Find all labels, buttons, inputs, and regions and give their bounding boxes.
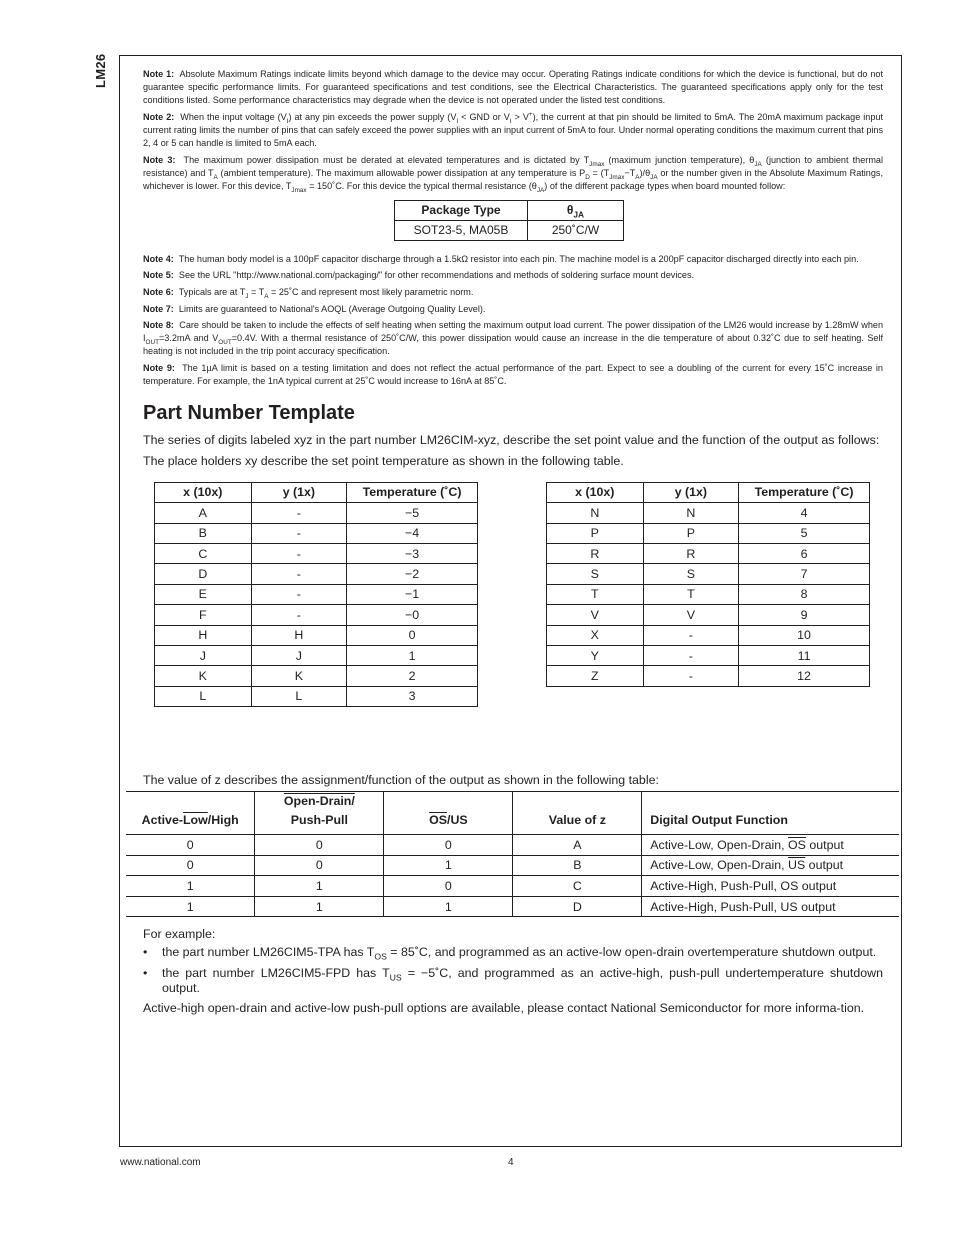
table-cell: L — [155, 686, 252, 706]
table-cell: V — [643, 605, 739, 625]
table-row — [547, 523, 870, 543]
table-cell: 12 — [739, 666, 870, 686]
table-cell: 1 — [347, 645, 478, 665]
table-cell: K — [155, 666, 252, 686]
setpoint-right-header: y (1x) — [643, 482, 739, 502]
table-cell: −1 — [347, 584, 478, 604]
table-row — [547, 564, 870, 584]
table-cell: P — [547, 523, 644, 543]
table-cell: R — [643, 543, 739, 563]
table-cell: B — [155, 523, 252, 543]
table-cell: - — [643, 666, 739, 686]
intro-paragraph-1: The series of digits labeled xyz in the part number LM26CIM-xyz, describe the set point value and the function of the output as follows: — [143, 433, 880, 448]
closing-paragraph: Active-high open-drain and active-low push-pull options are available, please contact National Semiconductor for more informa-tion. — [143, 1001, 865, 1016]
table-cell: 8 — [739, 584, 870, 604]
table-cell: K — [251, 666, 347, 686]
table-cell: −5 — [347, 503, 478, 523]
note-8: Note 8: Care should be taken to include the effects of self heating when setting the maximum output load current. The power dissipation of the LM26 would increase by 1.28mW when $I_{OUT}=3.2mA$ and $V_{OUT}=0.4V$. With a thermal resistance of 250˚C/W, this power dissipation would cause an increase in the die temperature of about 0.32˚C due to self heating. Self heating is not included in the trip point accuracy specification. — [143, 320, 883, 357]
table-cell: J — [251, 645, 347, 665]
table-cell: N — [547, 503, 644, 523]
table-row — [126, 855, 899, 876]
table-row — [155, 543, 478, 563]
table-row — [155, 686, 478, 706]
table-cell: - — [251, 503, 347, 523]
table-cell: 11 — [739, 645, 870, 665]
table-cell: S — [547, 564, 644, 584]
table-cell: Z — [547, 666, 644, 686]
table-row — [547, 625, 870, 645]
z-table-header: Open-Drain/ Push-Pull — [255, 792, 384, 835]
example-bullets — [143, 945, 883, 996]
table-cell: D — [155, 564, 252, 584]
table-cell: - — [643, 625, 739, 645]
note-6: Note 6: Typicals are at $T_J = T_A$ = 25˚C and represent most likely parametric norm. — [143, 287, 474, 300]
setpoint-left-header: x (10x) — [155, 482, 252, 502]
table-row — [155, 584, 478, 604]
table-cell: T — [547, 584, 644, 604]
table-cell: D — [513, 896, 642, 917]
table-cell: 3 — [347, 686, 478, 706]
example-label: For example: — [143, 927, 216, 941]
table-cell: 0 — [384, 876, 513, 897]
table-cell: X — [547, 625, 644, 645]
table-cell: - — [251, 584, 347, 604]
table-row — [155, 503, 478, 523]
section-title: Part Number Template — [143, 402, 355, 425]
table-row — [155, 625, 478, 645]
table-row — [155, 666, 478, 686]
table-cell: 1 — [126, 876, 255, 897]
table-row — [547, 666, 870, 686]
table-row — [126, 835, 899, 856]
table-row — [155, 564, 478, 584]
example-bullet-2 — [143, 966, 883, 997]
footer-page-number: 4 — [508, 1157, 514, 1168]
note-5: Note 5: See the URL "http://www.national.com/packaging/" for other recommendations and methods of soldering surface mount devices. — [143, 270, 695, 281]
side-part-label: LM26 — [93, 54, 108, 89]
table-row — [155, 645, 478, 665]
table-cell: F — [155, 605, 252, 625]
table-cell: - — [251, 543, 347, 563]
table-cell: 9 — [739, 605, 870, 625]
setpoint-table-left — [154, 482, 478, 707]
output-function-table — [126, 791, 899, 917]
table-cell: 1 — [384, 896, 513, 917]
table-cell: S — [643, 564, 739, 584]
table-row — [126, 896, 899, 917]
table-cell: C — [513, 876, 642, 897]
table-cell: 10 — [739, 625, 870, 645]
table-cell: Active-High, Push-Pull, US output — [642, 896, 899, 917]
z-table-header: Active-$\overline{Low}$/High — [126, 792, 255, 835]
pkg-header-theta: $\theta_{JA}$ — [528, 200, 624, 220]
table-row — [547, 503, 870, 523]
setpoint-tables — [143, 482, 883, 710]
main-content — [143, 68, 883, 710]
setpoint-left-header: Temperature (˚C) — [347, 482, 478, 502]
table-cell: Active-Low, Open-Drain, $\overline{OS}$ output — [642, 835, 899, 856]
note-7: Note 7: Limits are guaranteed to National's AOQL (Average Outgoing Quality Level). — [143, 303, 486, 314]
table-cell: - — [251, 564, 347, 584]
table-cell: - — [251, 605, 347, 625]
z-table-header: Value of z — [513, 792, 642, 835]
table-cell: 1 — [384, 855, 513, 876]
z-table-header: $\overline{OS}/US$ — [384, 792, 513, 835]
table-cell: 1 — [126, 896, 255, 917]
bullet-text: the part number LM26CIM5-TPA has $T_{OS}$ = 85˚C, and programmed as an active-low open-drain overtemperature shutdown output. — [162, 945, 877, 962]
table-cell: A — [155, 503, 252, 523]
notes-list-bottom — [143, 253, 883, 388]
setpoint-right-header: Temperature (˚C) — [739, 482, 870, 502]
table-cell: N — [643, 503, 739, 523]
table-row — [547, 543, 870, 563]
table-cell: P — [643, 523, 739, 543]
pkg-header-type: Package Type — [395, 200, 528, 220]
table-cell: 0 — [126, 855, 255, 876]
table-cell: −3 — [347, 543, 478, 563]
table-cell: 5 — [739, 523, 870, 543]
table-cell: L — [251, 686, 347, 706]
z-table-header: Digital Output Function — [642, 792, 899, 835]
table-cell: 7 — [739, 564, 870, 584]
table-cell: 0 — [255, 835, 384, 856]
pkg-cell-type: SOT23-5, MA05B — [395, 220, 528, 240]
table-row — [155, 605, 478, 625]
table-cell: −0 — [347, 605, 478, 625]
table-cell: Active-High, Push-Pull, OS output — [642, 876, 899, 897]
table-cell: B — [513, 855, 642, 876]
table-cell: R — [547, 543, 644, 563]
table-cell: V — [547, 605, 644, 625]
table-cell: 0 — [347, 625, 478, 645]
table-cell: −4 — [347, 523, 478, 543]
table-cell: 0 — [126, 835, 255, 856]
table-cell: 0 — [384, 835, 513, 856]
note-1: Note 1: Absolute Maximum Ratings indicate limits beyond which damage to the device may occur. Operating Ratings indicate conditions for which the device is functional, but do not guarantee specific performance limits. For guaranteed specifications and test conditions, see the Electrical Characteristics. The guaranteed specifications apply only for the test conditions listed. Some performance characteristics may degrade when the device is not operated under the listed test conditions. — [143, 69, 883, 106]
z-intro: The value of z describes the assignment/function of the output as shown in the following table: — [143, 773, 659, 787]
package-thermal-table — [394, 200, 624, 241]
notes-list-top — [143, 68, 883, 193]
table-cell: 1 — [255, 896, 384, 917]
table-cell: A — [513, 835, 642, 856]
bullet-icon: • — [143, 945, 148, 960]
table-cell: T — [643, 584, 739, 604]
bullet-icon: • — [143, 965, 148, 980]
table-cell: 6 — [739, 543, 870, 563]
table-cell: - — [643, 645, 739, 665]
table-cell: C — [155, 543, 252, 563]
table-row — [547, 584, 870, 604]
table-row — [547, 605, 870, 625]
table-cell: Active-Low, Open-Drain, $\overline{US}$ output — [642, 855, 899, 876]
table-row — [126, 876, 899, 897]
bullet-text: the part number LM26CIM5-FPD has $T_{US}$ = −5˚C, and programmed as an active-high, push-pull undertemperature shutdown output. — [162, 965, 883, 995]
setpoint-left-header: y (1x) — [251, 482, 347, 502]
table-cell: J — [155, 645, 252, 665]
intro-paragraph-2: The place holders xy describe the set point temperature as shown in the following table. — [143, 454, 624, 469]
table-cell: H — [251, 625, 347, 645]
note-3: Note 3: The maximum power dissipation must be derated at elevated temperatures and is dictated by $T_{Jmax}$ (maximum junction temperature), $\theta_{JA}$ (junction to ambient thermal resistance) and $T_A$ (ambient temperature). The maximum allowable power dissipation at any temperature is $P_D = (T_{Jmax}-T_A)/\theta_{JA}$ or the number given in the Absolute Maximum Ratings, whichever is lower. For this device, $T_{Jmax}$ = 150˚C. For this device the typical thermal resistance $(\theta_{JA})$ of the different package types when board mounted follow: — [143, 154, 883, 194]
table-cell: H — [155, 625, 252, 645]
table-cell: 1 — [255, 876, 384, 897]
table-cell: 2 — [347, 666, 478, 686]
note-9: Note 9: The 1µA limit is based on a testing limitation and does not reflect the actual performance of the part. Expect to see a doubling of the current for every 15˚C increase in temperature. For example, the 1nA typical current at 25˚C would increase to 16nA at 85˚C. — [143, 363, 883, 387]
table-cell: 4 — [739, 503, 870, 523]
table-cell: E — [155, 584, 252, 604]
example-bullet-1 — [143, 945, 883, 960]
setpoint-right-header: x (10x) — [547, 482, 644, 502]
table-cell: Y — [547, 645, 644, 665]
footer-url: www.national.com — [120, 1157, 201, 1168]
setpoint-table-right — [546, 482, 870, 687]
note-2: Note 2: When the input voltage $(V_I)$ at any pin exceeds the power supply ($V_I$ < GND or $V_I > V^+$), the current at that pin should be limited to 5mA. The 20mA maximum package input current rating limits the number of pins that can safely exceed the power supplies with an input current of 5mA to four. Under normal operating conditions the maximum current that pins 2, 4 or 5 can handle is limited to 5mA each. — [143, 110, 883, 148]
examples-section — [143, 927, 883, 1022]
table-row — [547, 645, 870, 665]
table-row — [155, 523, 478, 543]
table-cell: - — [251, 523, 347, 543]
table-cell: −2 — [347, 564, 478, 584]
table-cell: 0 — [255, 855, 384, 876]
pkg-cell-theta: 250˚C/W — [528, 220, 624, 240]
note-4: Note 4: The human body model is a 100pF capacitor discharge through a 1.5kΩ resistor into each pin. The machine model is a 200pF capacitor discharged directly into each pin. — [143, 253, 859, 264]
